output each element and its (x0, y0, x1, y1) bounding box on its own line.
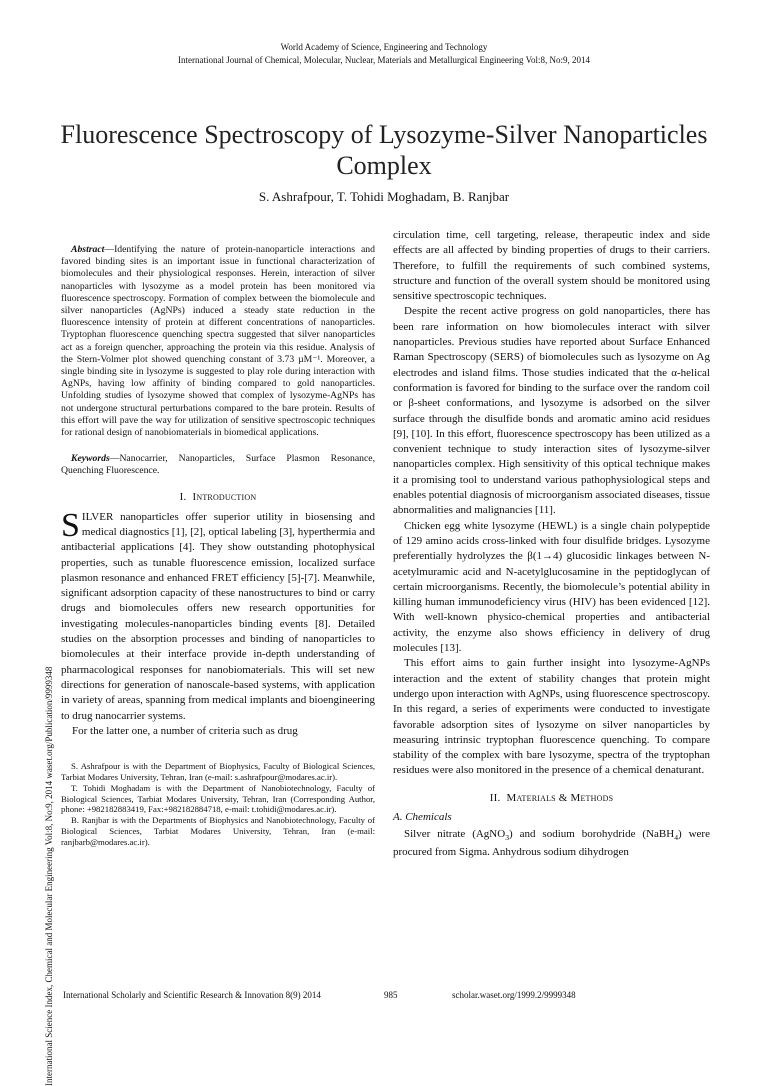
footnote-author-1: S. Ashrafpour is with the Department of Biophysics, Faculty of Biological Sciences, Tarbiat Modares University, Tehran, Iran (e-mail: s.ashrafpour@modares.ac.ir). (61, 761, 375, 782)
footer-url: scholar.waset.org/1999.2/9999348 (452, 990, 576, 1000)
paper-title: Fluorescence Spectroscopy of Lysozyme-Silver Nanoparticles Complex (60, 120, 708, 180)
intro-paragraph-2-start: For the latter one, a number of criteria such as drug (72, 724, 298, 737)
right-column (393, 228, 710, 860)
section-title: Introduction (192, 490, 257, 503)
author-footnotes (61, 761, 375, 847)
left-column (61, 228, 375, 847)
intro-paragraph-3: Despite the recent active progress on gold nanoparticles, there has been rare information on how biomolecules interact with silver nanoparticles. Previous studies have reported about Surface Enhanced Raman Spectroscopy (SERS) of biomolecules such as lysozyme on Ag electrodes and island films. Those studies indicated that the α-helical conformation is favored for binding to the surface over the random coil or β-sheet conformations, and lysozyme is adsorbed on the silver surface through the disulfide bonds and aromatic amino acid residues [9], [10]. In this effort, fluorescence spectroscopy has been utilized as a convenient technique to study interaction sites of lysozyme-silver nanoparticles complex. High sensitivity of this optical technique makes it a promising tool to understand various pathophysiological steps and enables potential diagnosis of microorganism associated diseases, tissue abnormalities and malignancies [11]. (393, 305, 710, 517)
section-heading-methods (393, 792, 710, 804)
footnote-author-3: B. Ranjbar is with the Departments of Biophysics and Nanobiotechnology, Faculty of Biological Sciences, Tarbiat Modares University, Tehran, Iran (e-mail: ranjbarb@modares.ac.ir). (61, 815, 375, 847)
footnote-author-2: T. Tohidi Moghadam is with the Department of Nanobiotechnology, Faculty of Biological Sciences, Tarbiat Modares University, Tehran, Iran (Corresponding Author, phone: +982182883419, Fax:+982182884718, e-mail: t.tohidi@modares.ac.ir). (61, 782, 375, 815)
footer-publisher: International Scholarly and Scientific Research & Innovation 8(9) 2014 (63, 990, 321, 1000)
subsection-heading-chemicals: A. Chemicals (393, 810, 452, 823)
section-title: Materials & Methods (506, 791, 614, 804)
section-number: II. (489, 791, 501, 804)
chem-subscript-2: 4 (674, 832, 679, 842)
intro-paragraph-5: This effort aims to gain further insight into lysozyme-AgNPs interaction and the extent of stability changes that protein might undergo upon interaction with AgNPs, using fluorescence spectroscopy. In this regard, a series of experiments were conducted to investigate favorable adsorption sites of lysozyme on silver nanoparticles by measuring intrinsic tryptophan fluorescence quenching. To compare stability of the complex with bare lysozyme, spectra of the tryptophan residues were also monitored in the presence of a chemical denaturant. (393, 657, 710, 777)
chem-text-3: ) were procured from Sigma. Anhydrous sodium dihydrogen (393, 827, 710, 859)
intro-paragraph-2-continued: circulation time, cell targeting, release, therapeutic index and side effects are all affected by binding properties of drugs to their carriers. Therefore, to fulfill the requirements of such combined systems, structure and function of the overall system should be monitored using sensitive spectroscopic techniques. (393, 229, 710, 303)
section-heading-introduction (61, 491, 375, 503)
drop-cap: S (61, 506, 80, 544)
chemicals-paragraph (393, 827, 710, 861)
abstract-label: Abstract (71, 244, 105, 255)
keywords-text: —Nanocarrier, Nanoparticles, Surface Plasmon Resonance, Quenching Fluorescence. (61, 453, 375, 477)
intro-paragraph-1-text: ILVER nanoparticles offer superior utility in biosensing and medical diagnostics [1], [2], optical labeling [3], hyperthermia and antibacterial applications [4]. They show outstanding photophysical properties, such as tunable fluorescence emission, localized surface plasmon resonance and enhanced FRET efficiency [5]-[7]. Meanwhile, significant adsorption capacity of these nanostructures to bind or carry drugs and biomolecules offers new research opportunities for investigating molecules-nanoparticles binding events [8]. Detailed studies on the absorption processes and binding of nanoparticles to biomolecules at their interface provide in-depth understanding of pharmacological responses for nanobiomaterials. This will set new directions for generation of nanoscale-based systems, with application in variety of areas, spanning from medical implants and bioengineering to drug nanocarrier systems. (61, 510, 376, 722)
section-number: I. (179, 490, 187, 503)
author-list: S. Ashrafpour, T. Tohidi Moghadam, B. Ranjbar (258, 189, 510, 204)
keywords (61, 453, 375, 477)
intro-paragraph-1 (61, 506, 376, 724)
abstract (61, 244, 375, 439)
abstract-text: —Identifying the nature of protein-nanoparticle interactions and favored binding sites is an important issue in functional characterization of biomolecules and their physiological responses. Herein, interaction of silver nanoparticles with lysozyme as a model protein has been monitored via fluorescence spectroscopy. Formation of complex between the biomolecule and silver nanoparticles (AgNPs) induced a steady state reduction in the fluorescence intensity of protein at different concentrations of nanoparticles. Tryptophan fluorescence quenching spectra suggested that silver nanoparticles act as a foreign quencher, approaching the protein via this residue. Analysis of the Stern-Volmer plot showed quenching constant of 3.73 µM⁻¹. Moreover, a single binding site in lysozyme is suggested to play role during interaction with AgNPs, having low affinity of binding compared to gold nanoparticles. Unfolding studies of lysozyme showed that complex of lysozyme-AgNPs has not undergone structural perturbations compared to the bare protein. Results of this effort will pave the way for utilization of sensitive spectroscopic techniques for rational design of nanobiomaterials in biomedical applications. (61, 244, 375, 439)
page-number: 985 (384, 990, 398, 1000)
chem-text-1: Silver nitrate (AgNO (404, 827, 506, 840)
journal-header-journal: International Journal of Chemical, Molecular, Nuclear, Materials and Metallurgical Engineering Vol:8, No:9, 2014 (178, 55, 590, 65)
chem-text-2: ) and sodium borohydride (NaBH (509, 827, 675, 840)
keywords-label: Keywords (71, 453, 110, 465)
chem-subscript-1: 3 (505, 832, 510, 842)
journal-header-org: World Academy of Science, Engineering and Technology (280, 42, 488, 52)
side-margin-citation: International Science Index, Chemical and Molecular Engineering Vol:8, No:9, 2014 waset.org/Publication/9999348 (44, 666, 54, 1086)
intro-paragraph-4: Chicken egg white lysozyme (HEWL) is a single chain polypeptide of 129 amino acids cross-linked with four disulfide bridges. Lysozyme preferentially hydrolyzes the β(1→4) glucosidic linkages between N-acetylmuramic acid and N-acetylglucosamine in the peptidoglycan of certain microorganisms. Recently, the biomolecule’s potential ability in killing human immunodeficiency virus (HIV) has been evidenced [12]. With well-known physico-chemical properties and antibacterial activity, the enzyme also shows efficiency in delivery of drug molecules [13]. (393, 519, 710, 655)
